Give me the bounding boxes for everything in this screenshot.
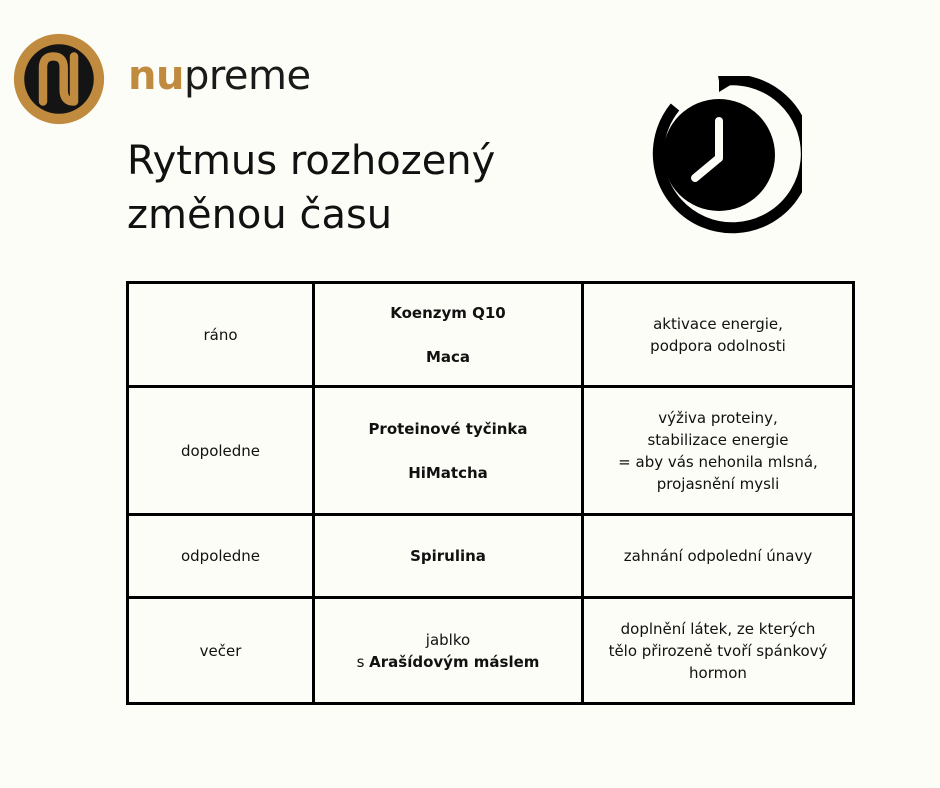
time-cell: dopoledne xyxy=(128,387,314,515)
product-name: Spirulina xyxy=(410,547,486,565)
benefit-cell xyxy=(583,515,854,598)
brand-prefix: nu xyxy=(128,53,184,99)
benefit-cell xyxy=(583,283,854,387)
product-line xyxy=(325,651,571,673)
table-row xyxy=(128,515,854,598)
benefit-line: aktivace energie, xyxy=(653,314,783,333)
product-name: HiMatcha xyxy=(408,463,488,482)
product-cell xyxy=(314,598,583,704)
title-line-1: Rytmus rozhozený xyxy=(127,138,496,184)
time-cell: večer xyxy=(128,598,314,704)
benefit-line: projasnění mysli xyxy=(656,474,780,493)
table-row xyxy=(128,598,854,704)
product-line: jablko xyxy=(425,630,471,649)
product-cell xyxy=(314,515,583,598)
benefit-line: doplnění látek, ze kterých xyxy=(620,619,816,638)
benefit-cell xyxy=(583,598,854,704)
product-prefix: s xyxy=(356,652,370,671)
brand-suffix: preme xyxy=(183,53,311,99)
product-cell xyxy=(314,387,583,515)
brand-wordmark xyxy=(128,53,311,99)
benefit-line: podpora odolnosti xyxy=(650,336,786,355)
product-name: Koenzym Q10 xyxy=(390,303,506,322)
table-row xyxy=(128,387,854,515)
product-cell xyxy=(314,283,583,387)
benefit-cell xyxy=(583,387,854,515)
nupreme-logo-icon xyxy=(12,32,106,126)
benefit-line: výživa proteiny, xyxy=(658,408,778,427)
benefit-line: stabilizace energie xyxy=(647,430,789,449)
page-title xyxy=(127,134,495,242)
table-row xyxy=(128,283,854,387)
time-cell: odpoledne xyxy=(128,515,314,598)
clock-rewind-icon xyxy=(636,76,802,234)
product-name: Maca xyxy=(425,347,471,366)
benefit-line: = aby vás nehonila mlsná, xyxy=(618,452,818,471)
benefit-line: tělo přirozeně tvoří spánkový xyxy=(608,641,828,660)
benefit-line: hormon xyxy=(689,663,747,682)
title-line-2: změnou času xyxy=(127,192,393,238)
product-name: Arašídovým máslem xyxy=(369,652,540,671)
schedule-table xyxy=(126,281,855,705)
product-name: Proteinové tyčinka xyxy=(368,419,528,438)
benefit-line: zahnání odpolední únavy xyxy=(623,547,813,565)
time-cell: ráno xyxy=(128,283,314,387)
